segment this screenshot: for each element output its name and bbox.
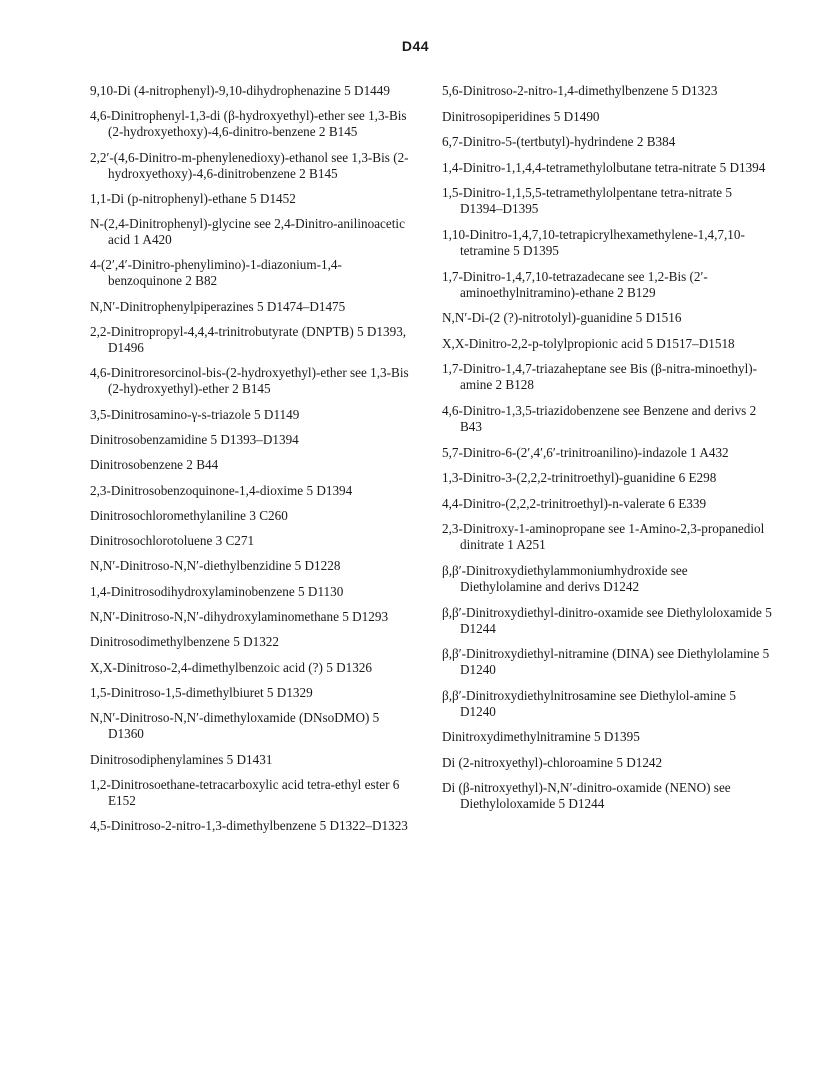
index-entry: 2,3-Dinitroxy-1-aminopropane see 1-Amino-2,3-propanediol dinitrate 1 A251	[442, 521, 765, 553]
index-entry: 4,6-Dinitro-1,3,5-triazidobenzene see Benzene and derivs 2 B43	[442, 402, 757, 434]
index-entry: 1,10-Dinitro-1,4,7,10-tetrapicrylhexamethylene-1,4,7,10-tetramine 5 D1395	[442, 226, 745, 258]
index-entry: 5,6-Dinitroso-2-nitro-1,4-dimethylbenzene 5 D1323	[442, 83, 718, 98]
index-entry: 4,5-Dinitroso-2-nitro-1,3-dimethylbenzene 5 D1322–D1323	[90, 818, 408, 834]
index-entry: 1,1-Di (p-nitrophenyl)-ethane 5 D1452	[90, 190, 296, 206]
index-entry: N,N′-Dinitroso-N,N′-diethylbenzidine 5 D1228	[90, 558, 341, 574]
index-entry: 2,2′-(4,6-Dinitro-m-phenylenedioxy)-ethanol see 1,3-Bis (2-hydroxyethoxy)-4,6-dinitrobenzene 2 B145	[90, 149, 409, 181]
page-header: D44	[401, 38, 430, 54]
index-entry: 2,2-Dinitropropyl-4,4,4-trinitrobutyrate (DNPTB) 5 D1393, D1496	[90, 324, 407, 356]
index-entry: 1,2-Dinitrosoethane-tetracarboxylic acid tetra-ethyl ester 6 E152	[90, 776, 400, 808]
index-entry: Dinitroxydimethylnitramine 5 D1395	[442, 729, 640, 745]
index-entry: Dinitrosodiphenylamines 5 D1431	[90, 751, 273, 767]
index-entry: 1,7-Dinitro-1,4,7-triazaheptane see Bis (β-nitra-minoethyl)-amine 2 B128	[442, 361, 758, 393]
index-entry: N-(2,4-Dinitrophenyl)-glycine see 2,4-Dinitro-anilinoacetic acid 1 A420	[90, 216, 405, 248]
index-entry: 3,5-Dinitrosamino-γ-s-triazole 5 D1149	[90, 406, 300, 422]
index-entry: Dinitrosochloromethylaniline 3 C260	[90, 507, 288, 523]
index-entry: 1,4-Dinitro-1,1,4,4-tetramethylolbutane tetra-nitrate 5 D1394	[442, 159, 766, 175]
index-entry: 5,7-Dinitro-6-(2′,4′,6′-trinitroanilino)-indazole 1 A432	[442, 444, 729, 460]
index-entry: 4,6-Dinitroresorcinol-bis-(2-hydroxyethyl)-ether see 1,3-Bis (2-hydroxyethyl)-ether 2 B145	[90, 365, 409, 397]
index-entry: 1,3-Dinitro-3-(2,2,2-trinitroethyl)-guanidine 6 E298	[442, 470, 717, 486]
index-entry: 4,6-Dinitrophenyl-1,3-di (β-hydroxyethyl)-ether see 1,3-Bis (2-hydroxyethoxy)-4,6-dinitro-benzene 2 B145	[90, 108, 407, 140]
index-entry: N,N′-Di-(2 (?)-nitrotolyl)-guanidine 5 D1516	[442, 310, 682, 326]
index-entry: Dinitrosodimethylbenzene 5 D1322	[90, 634, 279, 650]
index-entry: Di (2-nitroxyethyl)-chloroamine 5 D1242	[442, 754, 663, 770]
index-entry: Dinitrosopiperidines 5 D1490	[442, 108, 600, 124]
index-entry: 4,4-Dinitro-(2,2,2-trinitroethyl)-n-valerate 6 E339	[442, 495, 707, 511]
index-entry: Dinitrosochlorotoluene 3 C271	[90, 533, 255, 549]
index-entry: X,X-Dinitroso-2,4-dimethylbenzoic acid (?) 5 D1326	[90, 659, 372, 675]
index-entry: 9,10-Di (4-nitrophenyl)-9,10-dihydrophenazine 5 D1449	[90, 83, 390, 98]
index-entry: 4-(2′,4′-Dinitro-phenylimino)-1-diazonium-1,4-benzoquinone 2 B82	[90, 257, 342, 289]
index-entry: 1,7-Dinitro-1,4,7,10-tetrazadecane see 1,2-Bis (2′-aminoethylnitramino)-ethane 2 B129	[442, 268, 708, 300]
index-entry: 2,3-Dinitrosobenzoquinone-1,4-dioxime 5 D1394	[90, 482, 353, 498]
index-entry: Dinitrosobenzamidine 5 D1393–D1394	[90, 431, 299, 447]
index-entry: X,X-Dinitro-2,2-p-tolylpropionic acid 5 D1517–D1518	[442, 335, 735, 351]
right-column	[442, 83, 772, 822]
index-entry: β,β′-Dinitroxydiethyl-dinitro-oxamide see Diethyloloxamide 5 D1244	[442, 604, 772, 636]
index-entry: N,N′-Dinitrophenylpiperazines 5 D1474–D1475	[90, 298, 346, 314]
index-entry: N,N′-Dinitroso-N,N′-dimethyloxamide (DNsoDMO) 5 D1360	[90, 710, 380, 742]
index-entry: 6,7-Dinitro-5-(tertbutyl)-hydrindene 2 B384	[442, 134, 676, 150]
index-entry: N,N′-Dinitroso-N,N′-dihydroxylaminomethane 5 D1293	[90, 609, 389, 625]
index-entry: β,β′-Dinitroxydiethyl-nitramine (DINA) see Diethylolamine 5 D1240	[442, 646, 770, 678]
left-column	[90, 83, 415, 843]
index-entry: β,β′-Dinitroxydiethylnitrosamine see Diethylol-amine 5 D1240	[442, 687, 736, 719]
index-entry: Di (β-nitroxyethyl)-N,N′-dinitro-oxamide (NENO) see Diethyloloxamide 5 D1244	[442, 780, 731, 812]
index-entry: β,β′-Dinitroxydiethylammoniumhydroxide see Diethylolamine and derivs D1242	[442, 562, 688, 594]
index-entry: 1,4-Dinitrosodihydroxylaminobenzene 5 D1130	[90, 583, 344, 599]
index-entry: Dinitrosobenzene 2 B44	[90, 457, 219, 473]
index-entry: 1,5-Dinitroso-1,5-dimethylbiuret 5 D1329	[90, 684, 313, 700]
index-entry: 1,5-Dinitro-1,1,5,5-tetramethylolpentane tetra-nitrate 5 D1394–D1395	[442, 185, 733, 217]
